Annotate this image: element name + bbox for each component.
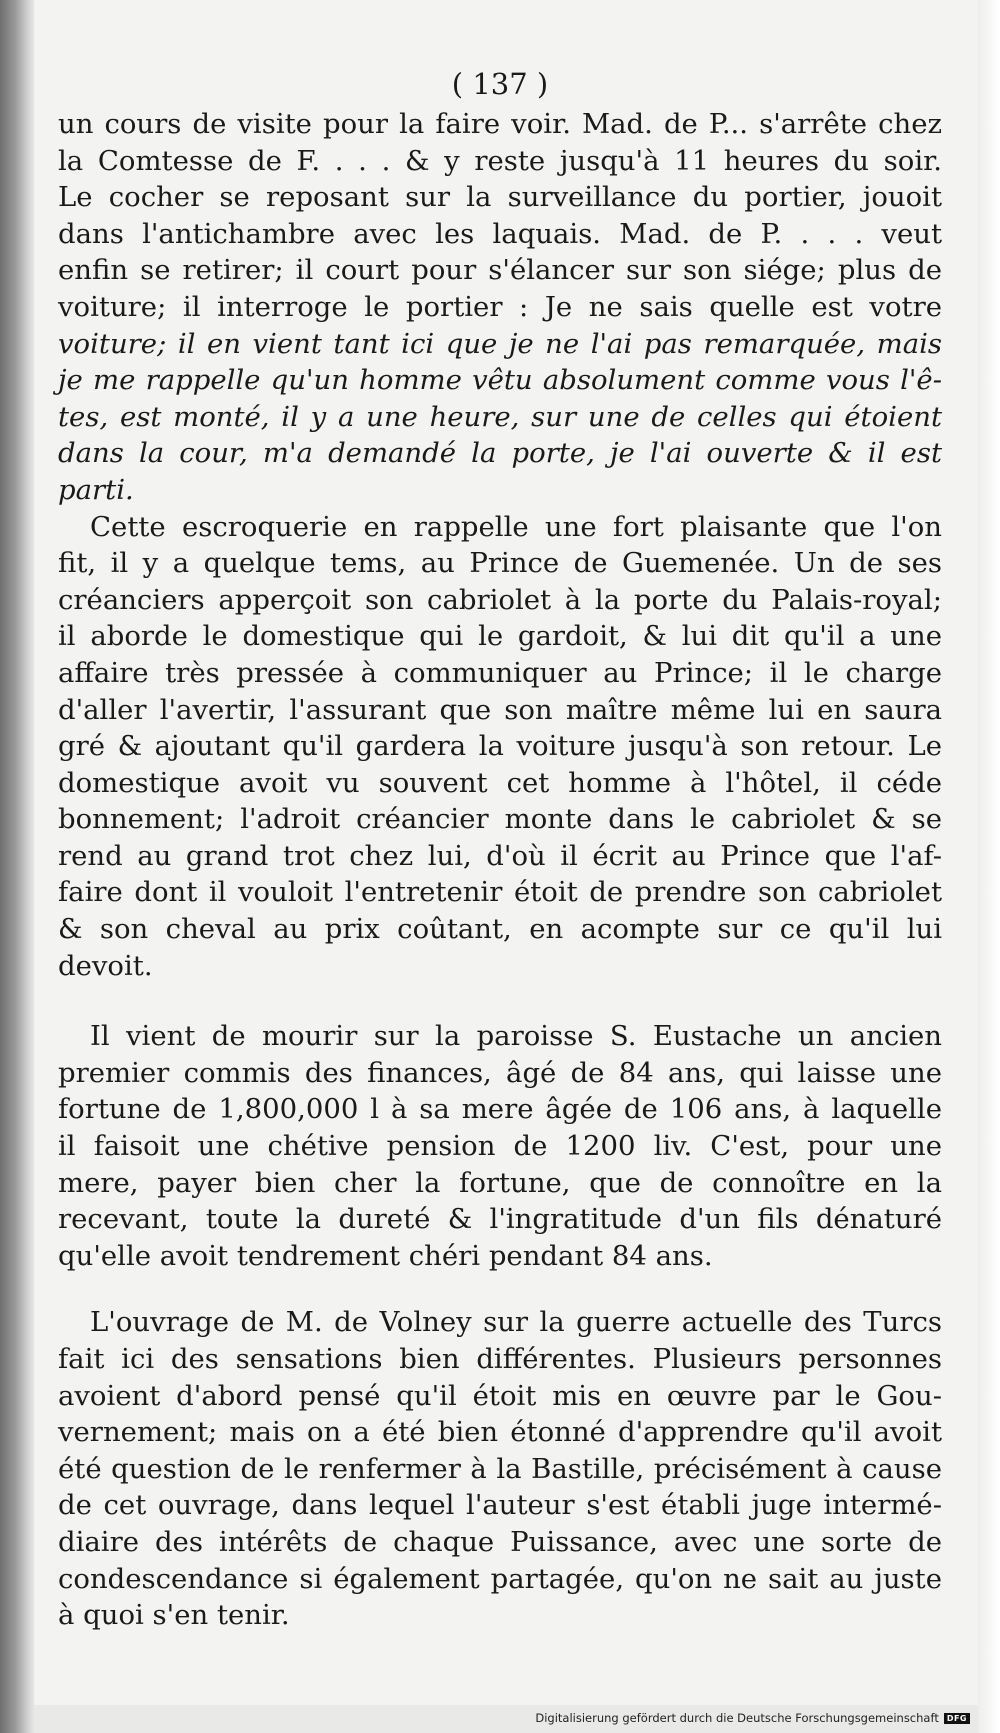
- text-line-italic: voiture; il en vient tant ici que je ne l'ai pas remarquée, mais: [58, 327, 942, 360]
- text-line-italic: je me rappelle qu'un homme vêtu absolument comme vous l'ê-: [58, 364, 942, 397]
- text-line: de cet ouvrage, dans lequel l'auteur s'est établi juge intermé-: [58, 1489, 942, 1522]
- text-line: premier commis des finances, âgé de 84 ans, qui laisse une: [58, 1056, 942, 1089]
- text-line: devoit.: [58, 949, 153, 982]
- dfg-logo: DFG: [944, 1713, 970, 1724]
- text-line-italic: tes, est monté, il y a une heure, sur une de celles qui étoient: [58, 400, 942, 433]
- text-line-italic: dans la cour, m'a demandé la porte, je l'ai ouverte & il est: [58, 437, 942, 470]
- text-line: enfin se retirer; il court pour s'élancer sur son siége; plus de: [58, 254, 942, 287]
- page-number: ( 137 ): [451, 67, 549, 101]
- text-line: voiture; il interroge le portier : Je ne sais quelle est votre: [58, 290, 942, 323]
- text-line: créanciers apperçoit son cabriolet à la porte du Palais-royal;: [58, 583, 942, 616]
- text-line: qu'elle avoit tendrement chéri pendant 84 ans.: [58, 1239, 713, 1272]
- text-line-italic: parti.: [58, 473, 134, 506]
- text-line: un cours de visite pour la faire voir. Mad. de P... s'arrête chez: [58, 108, 942, 140]
- text-line: d'aller l'avertir, l'assurant que son maître même lui en saura: [58, 693, 942, 726]
- text-line: vernement; mais on a été bien étonné d'apprendre qu'il avoit: [58, 1416, 942, 1449]
- text-line: fortune de 1,800,000 l à sa mere âgée de 106 ans, à laquelle: [58, 1093, 942, 1126]
- credit-text: Digitalisierung gefördert durch die Deutsche Forschungsgemeinschaft: [535, 1711, 939, 1725]
- text-line: fait ici des sensations bien différentes. Plusieurs personnes: [58, 1343, 942, 1375]
- text-line: il aborde le domestique qui le gardoit, & lui dit qu'il a une: [58, 620, 942, 653]
- paragraph-gap: [58, 984, 942, 1018]
- text-line: affaire très pressée à communiquer au Prince; il le charge: [58, 656, 942, 689]
- book-spine-shadow: [0, 0, 34, 1733]
- text-line: avoient d'abord pensé qu'il étoit mis en œuvre par le Gou-: [58, 1379, 942, 1412]
- text-line: été question de le renfermer à la Bastille, précisément à cause: [58, 1452, 942, 1485]
- text-line: faire dont il vouloit l'entretenir étoit de prendre son cabriolet: [58, 876, 942, 909]
- text-line: Il vient de mourir sur la paroisse S. Eustache un ancien: [90, 1020, 942, 1053]
- text-line: dans l'antichambre avec les laquais. Mad. de P. . . . veut: [58, 217, 942, 250]
- text-line: bonnement; l'adroit créancier monte dans le cabriolet & se: [58, 803, 942, 836]
- page-text: [58, 62, 942, 1634]
- page-right-margin: [978, 0, 1000, 1733]
- text-line: mere, payer bien cher la fortune, que de connoître en la: [58, 1166, 942, 1199]
- text-line: il faisoit une chétive pension de 1200 liv. C'est, pour une: [58, 1130, 942, 1163]
- text-line: la Comtesse de F. . . . & y reste jusqu'à 11 heures du soir.: [58, 144, 942, 177]
- digitization-credit: [535, 1711, 970, 1725]
- text-line: fit, il y a quelque tems, au Prince de Guemenée. Un de ses: [58, 547, 942, 580]
- text-line: gré & ajoutant qu'il gardera la voiture jusqu'à son retour. Le: [58, 730, 942, 763]
- text-line: à quoi s'en tenir.: [58, 1599, 290, 1632]
- text-line: Cette escroquerie en rappelle une fort plaisante que l'on: [90, 510, 942, 543]
- text-line: & son cheval au prix coûtant, en acompte sur ce qu'il lui: [58, 913, 942, 946]
- text-line: Le cocher se reposant sur la surveillance du portier, jouoit: [58, 181, 942, 214]
- text-line: rend au grand trot chez lui, d'où il écrit au Prince que l'af-: [58, 839, 942, 872]
- text-line: condescendance si également partagée, qu'on ne sait au juste: [58, 1562, 942, 1595]
- text-line: domestique avoit vu souvent cet homme à l'hôtel, il céde: [58, 766, 942, 799]
- paragraph-gap: [58, 1274, 942, 1304]
- text-line: recevant, toute la dureté & l'ingratitude d'un fils dénaturé: [58, 1203, 942, 1236]
- text-line: L'ouvrage de M. de Volney sur la guerre actuelle des Turcs: [90, 1306, 942, 1339]
- text-line: diaire des intérêts de chaque Puissance, avec une sorte de: [58, 1525, 942, 1558]
